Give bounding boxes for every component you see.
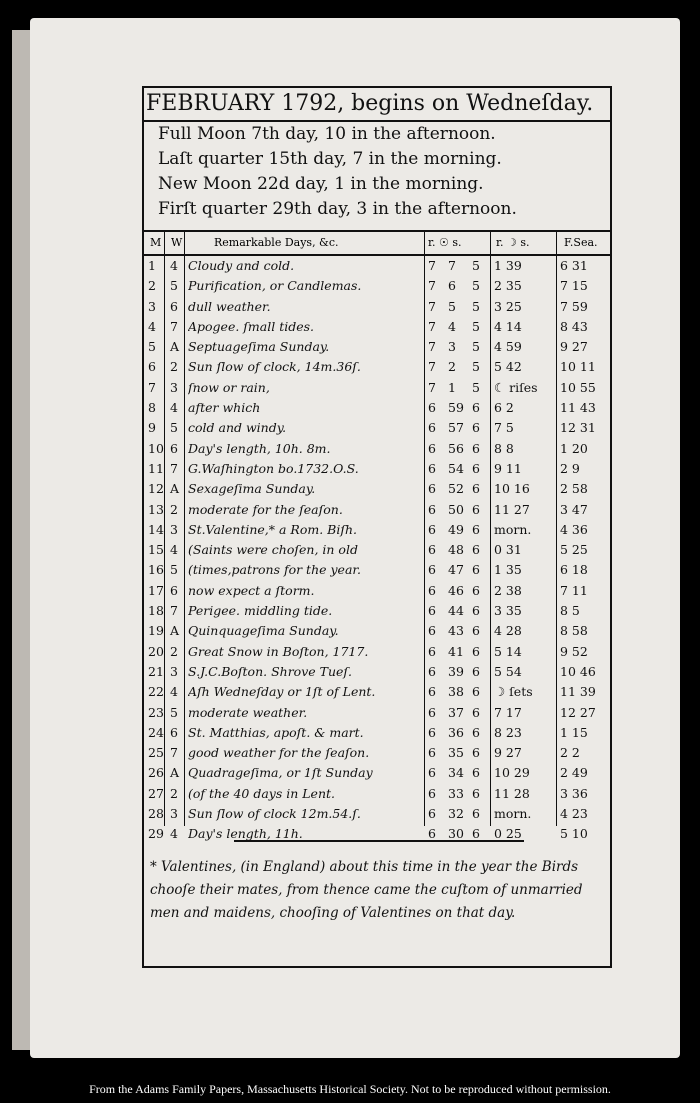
sun-minute: 34 <box>448 765 464 781</box>
moon-phases <box>158 122 608 222</box>
moon-rise-set: 7 5 <box>494 420 514 436</box>
sun-hour: 6 <box>428 582 436 598</box>
day-of-month: 15 <box>148 542 164 558</box>
header-sun: r. ☉ s. <box>428 236 462 249</box>
moon-rise-set: morn. <box>494 521 532 537</box>
full-sea: 11 39 <box>560 684 596 700</box>
full-sea: 3 36 <box>560 785 588 801</box>
sun-minute: 1 <box>448 379 456 395</box>
moon-rise-set: ☽ ſets <box>494 684 533 700</box>
sun-hour: 6 <box>428 562 436 578</box>
moon-rise-set: 5 54 <box>494 663 522 679</box>
table-row <box>144 581 610 601</box>
header-full-sea: F.Sea. <box>564 236 598 249</box>
full-sea: 7 15 <box>560 278 588 294</box>
day-of-week: 2 <box>170 359 178 375</box>
table-row <box>144 560 610 580</box>
sun-set: 6 <box>472 765 480 781</box>
sun-hour: 6 <box>428 806 436 822</box>
sun-hour: 6 <box>428 643 436 659</box>
event-text: S.J.C.Boſton. Shrove Tueſ. <box>188 663 353 679</box>
day-of-week: 3 <box>170 806 178 822</box>
full-sea: 12 31 <box>560 420 596 436</box>
table-row <box>144 439 610 459</box>
day-of-week: 4 <box>170 400 178 416</box>
sun-minute: 49 <box>448 521 464 537</box>
table-row <box>144 297 610 317</box>
header-events: Remarkable Days, &c. <box>214 236 339 249</box>
table-row <box>144 601 610 621</box>
table-row <box>144 763 610 783</box>
moon-rise-set: 4 28 <box>494 623 522 639</box>
day-of-week: 2 <box>170 785 178 801</box>
sun-hour: 6 <box>428 684 436 700</box>
sun-set: 6 <box>472 460 480 476</box>
moon-rise-set: 0 25 <box>494 826 522 842</box>
calendar-frame <box>142 86 612 968</box>
event-text: now expect a ſtorm. <box>188 582 315 598</box>
day-of-week: 7 <box>170 745 178 761</box>
day-of-month: 18 <box>148 603 164 619</box>
event-text: St. Matthias, apoſt. & mart. <box>188 724 364 740</box>
header-month-day: M <box>150 236 162 249</box>
sun-set: 6 <box>472 440 480 456</box>
event-text: Quadrageſima, or 1ſt Sunday <box>188 765 373 781</box>
sun-minute: 44 <box>448 603 464 619</box>
sun-hour: 7 <box>428 379 436 395</box>
table-row <box>144 418 610 438</box>
full-sea: 7 59 <box>560 298 588 314</box>
sun-minute: 3 <box>448 339 456 355</box>
table-header <box>144 230 610 256</box>
column-rule <box>164 230 165 826</box>
sun-set: 6 <box>472 663 480 679</box>
event-text: Sexageſima Sunday. <box>188 481 316 497</box>
sun-minute: 5 <box>448 298 456 314</box>
sun-hour: 6 <box>428 765 436 781</box>
day-of-month: 3 <box>148 298 156 314</box>
full-sea: 2 9 <box>560 460 580 476</box>
column-rule <box>424 230 425 826</box>
event-text: Day's length, 10h. 8m. <box>188 440 331 456</box>
table-row <box>144 276 610 296</box>
day-of-month: 14 <box>148 521 164 537</box>
day-of-week: 2 <box>170 643 178 659</box>
day-of-week: 3 <box>170 379 178 395</box>
full-sea: 10 46 <box>560 663 596 679</box>
table-rows <box>144 256 610 845</box>
sun-hour: 6 <box>428 501 436 517</box>
sun-hour: 6 <box>428 481 436 497</box>
sun-minute: 59 <box>448 400 464 416</box>
sun-set: 6 <box>472 684 480 700</box>
day-of-week: 4 <box>170 826 178 842</box>
sun-hour: 6 <box>428 745 436 761</box>
event-text: Cloudy and cold. <box>188 258 295 273</box>
table-row <box>144 642 610 662</box>
day-of-week: 3 <box>170 521 178 537</box>
day-of-week: 5 <box>170 562 178 578</box>
full-sea: 2 49 <box>560 765 588 781</box>
sun-minute: 30 <box>448 826 464 842</box>
phase-full-moon: Full Moon 7th day, 10 in the afternoon. <box>158 124 496 144</box>
sun-minute: 39 <box>448 663 464 679</box>
moon-rise-set: 10 29 <box>494 765 530 781</box>
table-row <box>144 398 610 418</box>
event-text: dull weather. <box>188 298 271 314</box>
day-of-month: 25 <box>148 745 164 761</box>
event-text: (of the 40 days in Lent. <box>188 785 335 801</box>
table-row <box>144 784 610 804</box>
sun-minute: 41 <box>448 643 464 659</box>
sun-set: 6 <box>472 501 480 517</box>
sun-hour: 6 <box>428 460 436 476</box>
day-of-month: 7 <box>148 379 156 395</box>
event-text: Sun ſlow of clock 12m.54.ſ. <box>188 806 361 822</box>
archive-caption: From the Adams Family Papers, Massachusetts Historical Society. Not to be reproduced without permission. <box>89 1082 611 1096</box>
full-sea: 3 47 <box>560 501 588 517</box>
sun-hour: 6 <box>428 420 436 436</box>
sun-set: 5 <box>472 379 480 395</box>
event-text: Quinquageſima Sunday. <box>188 623 339 639</box>
moon-rise-set: 5 42 <box>494 359 522 375</box>
event-text: Septuageſima Sunday. <box>188 339 330 355</box>
day-of-month: 17 <box>148 582 164 598</box>
day-of-month: 28 <box>148 806 164 822</box>
day-of-month: 10 <box>148 440 164 456</box>
sun-minute: 46 <box>448 582 464 598</box>
sun-minute: 48 <box>448 542 464 558</box>
table-row <box>144 337 610 357</box>
day-of-month: 8 <box>148 400 156 416</box>
sun-hour: 6 <box>428 704 436 720</box>
sun-minute: 35 <box>448 745 464 761</box>
event-text: moderate weather. <box>188 704 308 720</box>
table-row <box>144 621 610 641</box>
column-rule <box>184 230 185 826</box>
sun-minute: 33 <box>448 785 464 801</box>
full-sea: 6 31 <box>560 258 588 273</box>
event-text: G.Waſhington bo.1732.O.S. <box>188 460 359 476</box>
sun-set: 6 <box>472 623 480 639</box>
table-row <box>144 662 610 682</box>
full-sea: 4 23 <box>560 806 588 822</box>
day-of-month: 16 <box>148 562 164 578</box>
event-text: after which <box>188 400 261 416</box>
day-of-week: 5 <box>170 278 178 294</box>
sun-minute: 2 <box>448 359 456 375</box>
table-row <box>144 804 610 824</box>
moon-rise-set: 1 35 <box>494 562 522 578</box>
sun-set: 6 <box>472 481 480 497</box>
sun-set: 6 <box>472 521 480 537</box>
table-row <box>144 743 610 763</box>
sun-hour: 7 <box>428 318 436 334</box>
sun-hour: 6 <box>428 400 436 416</box>
moon-rise-set: 8 23 <box>494 724 522 740</box>
day-of-week: A <box>170 765 180 781</box>
event-text: Apogee. ſmall tides. <box>188 318 315 334</box>
sun-set: 6 <box>472 582 480 598</box>
event-text: (Saints were choſen, in old <box>188 542 358 558</box>
table-row <box>144 378 610 398</box>
full-sea: 9 27 <box>560 339 588 355</box>
day-of-month: 23 <box>148 704 164 720</box>
sun-hour: 6 <box>428 440 436 456</box>
moon-rise-set: 0 31 <box>494 542 522 558</box>
sun-hour: 7 <box>428 359 436 375</box>
moon-rise-set: 8 8 <box>494 440 514 456</box>
full-sea: 8 58 <box>560 623 588 639</box>
day-of-month: 5 <box>148 339 156 355</box>
sun-set: 6 <box>472 745 480 761</box>
moon-rise-set: 11 28 <box>494 785 530 801</box>
day-of-week: 4 <box>170 684 178 700</box>
sun-minute: 50 <box>448 501 464 517</box>
event-text: moderate for the ſeaſon. <box>188 501 343 517</box>
sun-set: 5 <box>472 318 480 334</box>
table-row <box>144 256 610 276</box>
full-sea: 6 18 <box>560 562 588 578</box>
sun-set: 5 <box>472 359 480 375</box>
sun-minute: 4 <box>448 318 456 334</box>
day-of-month: 4 <box>148 318 156 334</box>
event-text: ſnow or rain, <box>188 379 270 395</box>
sun-hour: 7 <box>428 298 436 314</box>
sun-minute: 38 <box>448 684 464 700</box>
sun-set: 6 <box>472 400 480 416</box>
moon-rise-set: 4 59 <box>494 339 522 355</box>
sun-hour: 6 <box>428 623 436 639</box>
sun-minute: 56 <box>448 440 464 456</box>
phase-first-quarter: Firſt quarter 29th day, 3 in the afternoon. <box>158 199 517 219</box>
sun-set: 6 <box>472 724 480 740</box>
day-of-week: 2 <box>170 501 178 517</box>
footnote: * Valentines, (in England) about this time in the year the Birds chooſe their mates, from thence came the cuſtom of unmarried men and maidens, chooſing of Valentines on that day. <box>150 859 583 921</box>
day-of-month: 21 <box>148 663 164 679</box>
full-sea: 2 58 <box>560 481 588 497</box>
table-row <box>144 500 610 520</box>
moon-rise-set: 7 17 <box>494 704 522 720</box>
sun-hour: 6 <box>428 521 436 537</box>
sun-hour: 7 <box>428 258 436 273</box>
moon-rise-set: 9 27 <box>494 745 522 761</box>
sun-minute: 37 <box>448 704 464 720</box>
event-text: Great Snow in Boſton, 1717. <box>188 643 369 659</box>
sun-set: 6 <box>472 806 480 822</box>
moon-rise-set: 6 2 <box>494 400 514 416</box>
sun-set: 5 <box>472 278 480 294</box>
day-of-week: 6 <box>170 724 178 740</box>
day-of-week: 3 <box>170 663 178 679</box>
full-sea: 1 20 <box>560 440 588 456</box>
full-sea: 10 55 <box>560 379 596 395</box>
sun-minute: 7 <box>448 258 456 273</box>
sun-minute: 57 <box>448 420 464 436</box>
event-text: St.Valentine,* a Rom. Biſh. <box>188 521 358 537</box>
moon-rise-set: 2 38 <box>494 582 522 598</box>
day-of-week: 5 <box>170 420 178 436</box>
moon-rise-set: 3 25 <box>494 298 522 314</box>
day-of-month: 9 <box>148 420 156 436</box>
full-sea: 12 27 <box>560 704 596 720</box>
day-of-week: 5 <box>170 704 178 720</box>
event-text: Sun ſlow of clock, 14m.36ſ. <box>188 359 361 375</box>
phase-last-quarter: Laſt quarter 15th day, 7 in the morning. <box>158 149 502 169</box>
almanac-page <box>30 18 680 1058</box>
sun-minute: 43 <box>448 623 464 639</box>
column-rule <box>490 230 491 826</box>
separator-rule <box>234 840 524 842</box>
day-of-month: 26 <box>148 765 164 781</box>
day-of-month: 22 <box>148 684 164 700</box>
moon-rise-set: 4 14 <box>494 318 522 334</box>
moon-rise-set: 11 27 <box>494 501 530 517</box>
sun-hour: 6 <box>428 663 436 679</box>
day-of-week: 7 <box>170 318 178 334</box>
full-sea: 1 15 <box>560 724 588 740</box>
column-rule <box>556 230 557 826</box>
sun-hour: 7 <box>428 339 436 355</box>
day-of-week: 4 <box>170 542 178 558</box>
table-row <box>144 703 610 723</box>
header-moon: r. ☽ s. <box>496 236 530 249</box>
sun-set: 6 <box>472 542 480 558</box>
event-text: Day's length, 11h. <box>188 826 303 842</box>
table-row <box>144 479 610 499</box>
sun-minute: 54 <box>448 460 464 476</box>
full-sea: 4 36 <box>560 521 588 537</box>
sun-set: 5 <box>472 339 480 355</box>
day-of-month: 13 <box>148 501 164 517</box>
sun-hour: 6 <box>428 603 436 619</box>
table-row <box>144 723 610 743</box>
event-text: Purification, or Candlemas. <box>188 278 362 294</box>
event-text: cold and windy. <box>188 420 287 436</box>
sun-minute: 32 <box>448 806 464 822</box>
sun-set: 6 <box>472 785 480 801</box>
sun-minute: 52 <box>448 481 464 497</box>
phase-new-moon: New Moon 22d day, 1 in the morning. <box>158 174 484 194</box>
table-row <box>144 682 610 702</box>
sun-minute: 47 <box>448 562 464 578</box>
moon-rise-set: 9 11 <box>494 460 522 476</box>
full-sea: 5 25 <box>560 542 588 558</box>
day-of-month: 19 <box>148 623 164 639</box>
full-sea: 11 43 <box>560 400 596 416</box>
full-sea: 10 11 <box>560 359 596 375</box>
moon-rise-set: 5 14 <box>494 643 522 659</box>
sun-hour: 6 <box>428 826 436 842</box>
day-of-month: 2 <box>148 278 156 294</box>
moon-rise-set: 3 35 <box>494 603 522 619</box>
sun-minute: 6 <box>448 278 456 294</box>
full-sea: 5 10 <box>560 826 588 842</box>
moon-rise-set: 1 39 <box>494 258 522 273</box>
full-sea: 8 5 <box>560 603 580 619</box>
day-of-month: 12 <box>148 481 164 497</box>
day-of-week: 7 <box>170 603 178 619</box>
moon-rise-set: 10 16 <box>494 481 530 497</box>
day-of-month: 6 <box>148 359 156 375</box>
table-row <box>144 520 610 540</box>
day-of-month: 1 <box>148 258 156 273</box>
table-row <box>144 540 610 560</box>
full-sea: 9 52 <box>560 643 588 659</box>
page-title: FEBRUARY 1792, begins on Wedneſday. <box>144 88 612 122</box>
moon-rise-set: morn. <box>494 806 532 822</box>
day-of-month: 24 <box>148 724 164 740</box>
sun-set: 6 <box>472 562 480 578</box>
moon-rise-set: 2 35 <box>494 278 522 294</box>
sun-hour: 6 <box>428 785 436 801</box>
sun-set: 6 <box>472 643 480 659</box>
day-of-week: 6 <box>170 298 178 314</box>
sun-hour: 6 <box>428 542 436 558</box>
day-of-week: 7 <box>170 460 178 476</box>
day-of-month: 11 <box>148 460 164 476</box>
event-text: (times,patrons for the year. <box>188 562 361 578</box>
day-of-month: 29 <box>148 826 164 842</box>
day-of-week: 6 <box>170 440 178 456</box>
table-row <box>144 459 610 479</box>
sun-set: 6 <box>472 826 480 842</box>
table-row <box>144 357 610 377</box>
full-sea: 2 2 <box>560 745 580 761</box>
day-of-week: A <box>170 339 180 355</box>
day-of-month: 20 <box>148 643 164 659</box>
sun-set: 6 <box>472 420 480 436</box>
day-of-month: 27 <box>148 785 164 801</box>
day-of-week: 6 <box>170 582 178 598</box>
sun-set: 5 <box>472 258 480 273</box>
moon-rise-set: ☾ riſes <box>494 379 538 395</box>
table-row <box>144 317 610 337</box>
sun-hour: 6 <box>428 724 436 740</box>
header-week-day: W <box>171 236 183 249</box>
sun-set: 6 <box>472 704 480 720</box>
sun-set: 5 <box>472 298 480 314</box>
day-of-week: A <box>170 623 180 639</box>
full-sea: 8 43 <box>560 318 588 334</box>
event-text: Aſh Wedneſday or 1ſt of Lent. <box>188 684 376 700</box>
full-sea: 7 11 <box>560 582 588 598</box>
day-of-week: A <box>170 481 180 497</box>
sun-set: 6 <box>472 603 480 619</box>
sun-hour: 7 <box>428 278 436 294</box>
sun-minute: 36 <box>448 724 464 740</box>
event-text: good weather for the ſeaſon. <box>188 745 370 761</box>
event-text: Perigee. middling tide. <box>188 603 333 619</box>
day-of-week: 4 <box>170 258 178 273</box>
